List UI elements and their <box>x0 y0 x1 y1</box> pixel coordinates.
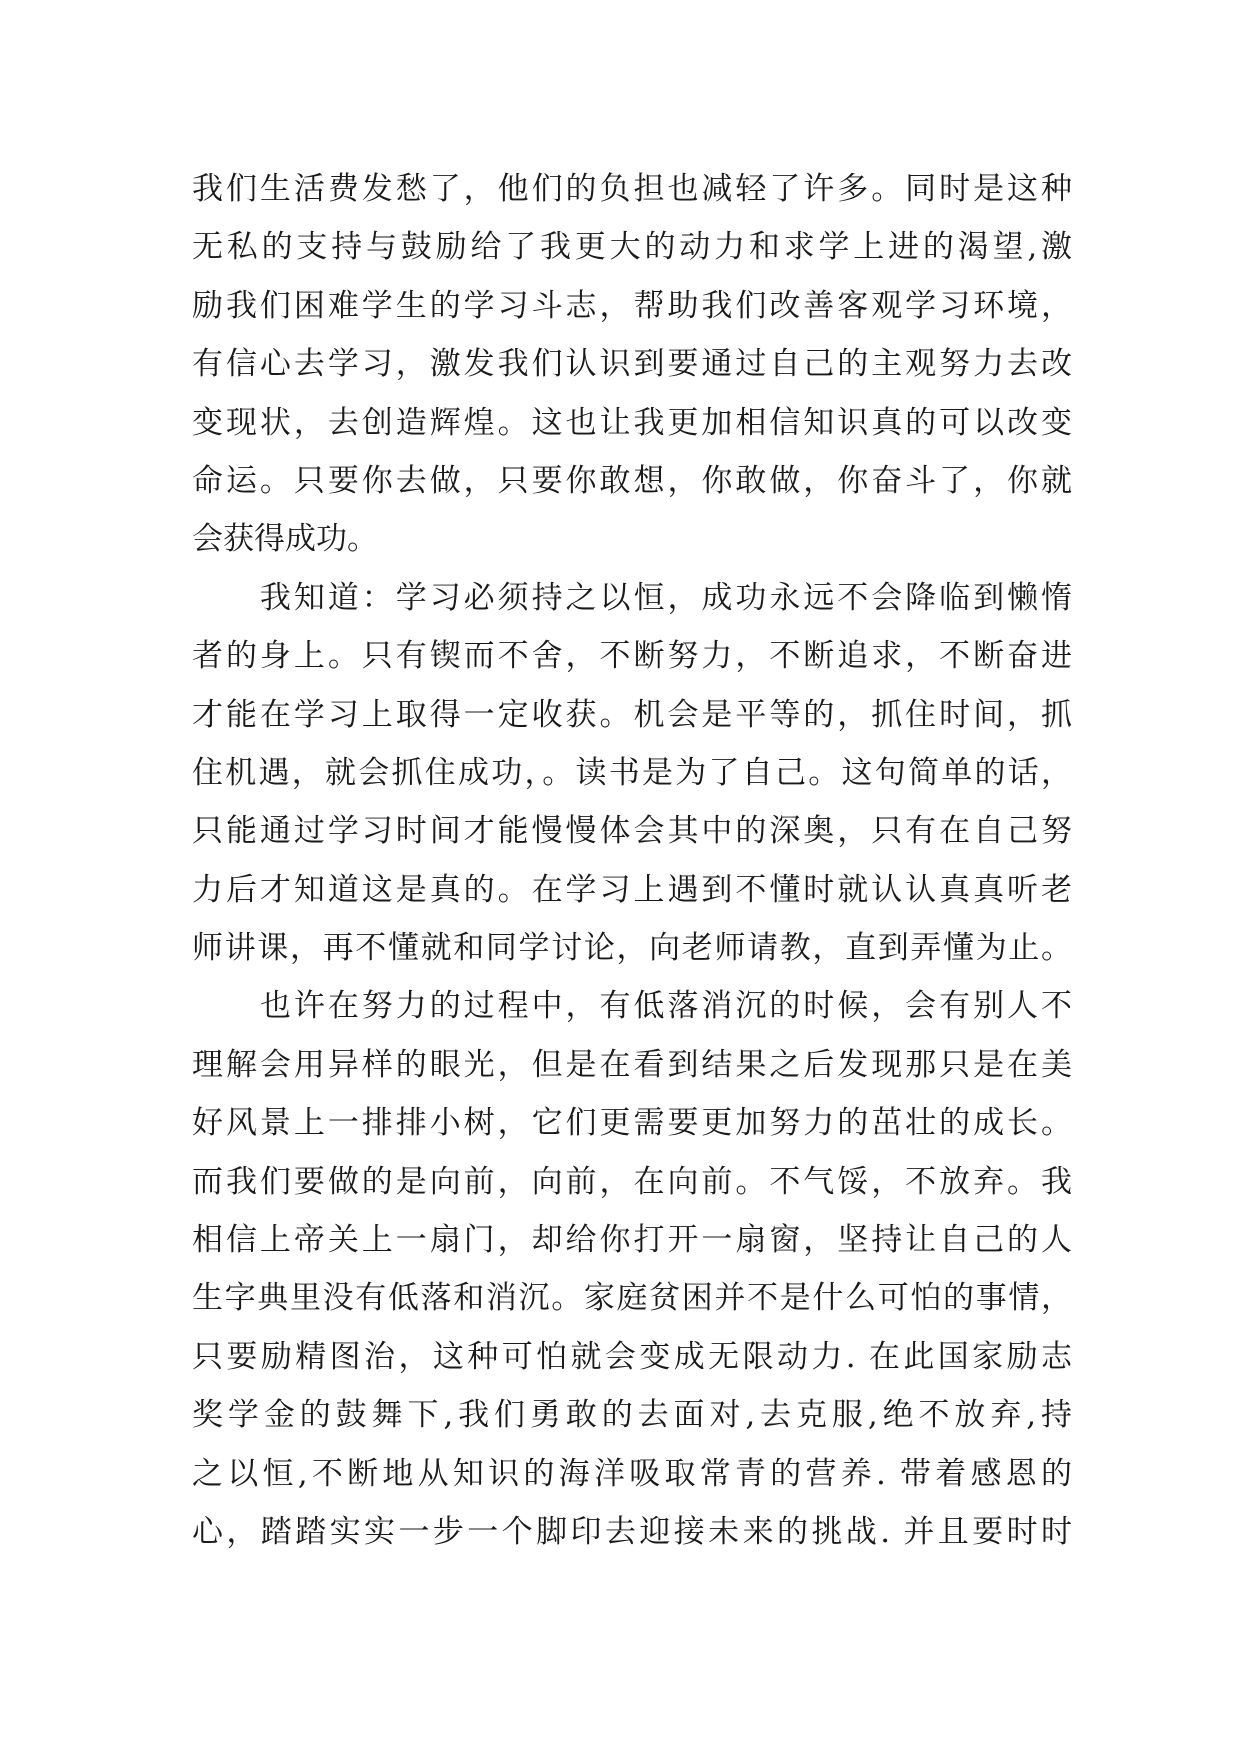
text-line: 会获得成功。 <box>192 521 378 558</box>
text-line: 我们生活费发愁了，他们的负担也减轻了许多。同时是这种 <box>192 171 1072 207</box>
text-line: 好风景上一排排小树，它们更需要更加努力的茁壮的成长。 <box>192 1105 1072 1142</box>
text-line: 相信上帝关上一扇门，却给你打开一扇窗，坚持让自己的人 <box>192 1222 1072 1259</box>
text-line: 者的身上。只有锲而不舍，不断努力，不断追求，不断奋进 <box>192 638 1072 675</box>
text-line: 有信心去学习，激发我们认识到要通过自己的主观努力去改 <box>192 346 1072 383</box>
text-line: 也许在努力的过程中，有低落消沉的时候，会有别人不 <box>192 988 1072 1025</box>
text-line: 命运。只要你去做，只要你敢想，你敢做，你奋斗了，你就 <box>192 462 1072 499</box>
text-line: 无私的支持与鼓励给了我更大的动力和求学上进的渴望,激 <box>192 229 1072 266</box>
text-line: 住机遇，就会抓住成功，。读书是为了自己。这句简单的话， <box>192 754 1072 791</box>
text-line: 师讲课，再不懂就和同学讨论，向老师请教，直到弄懂为止。 <box>192 930 1072 967</box>
text-line: 只能通过学习时间才能慢慢体会其中的深奥，只有在自己努 <box>192 813 1072 850</box>
text-line: 心，踏踏实实一步一个脚印去迎接未来的挑战. 并且要时时 <box>192 1513 1072 1550</box>
text-line: 我知道：学习必须持之以恒，成功永远不会降临到懒惰 <box>192 579 1072 616</box>
text-line: 力后才知道这是真的。在学习上遇到不懂时就认认真真听老 <box>192 871 1072 908</box>
body-text <box>192 160 1072 1561</box>
text-line: 励我们困难学生的学习斗志，帮助我们改善客观学习环境， <box>192 287 1072 324</box>
text-line: 奖学金的鼓舞下,我们勇敢的去面对,去克服,绝不放弃,持 <box>192 1397 1072 1434</box>
text-line: 理解会用异样的眼光，但是在看到结果之后发现那只是在美 <box>192 1046 1072 1083</box>
text-line: 生字典里没有低落和消沉。家庭贫困并不是什么可怕的事情， <box>192 1280 1072 1317</box>
text-line: 而我们要做的是向前，向前，在向前。不气馁，不放弃。我 <box>192 1163 1072 1200</box>
text-line: 变现状，去创造辉煌。这也让我更加相信知识真的可以改变 <box>192 404 1072 441</box>
text-line: 只要励精图治，这种可怕就会变成无限动力. 在此国家励志 <box>192 1338 1072 1375</box>
text-line: 才能在学习上取得一定收获。机会是平等的，抓住时间，抓 <box>192 696 1072 733</box>
text-line: 之以恒,不断地从知识的海洋吸取常青的营养. 带着感恩的 <box>192 1455 1072 1492</box>
